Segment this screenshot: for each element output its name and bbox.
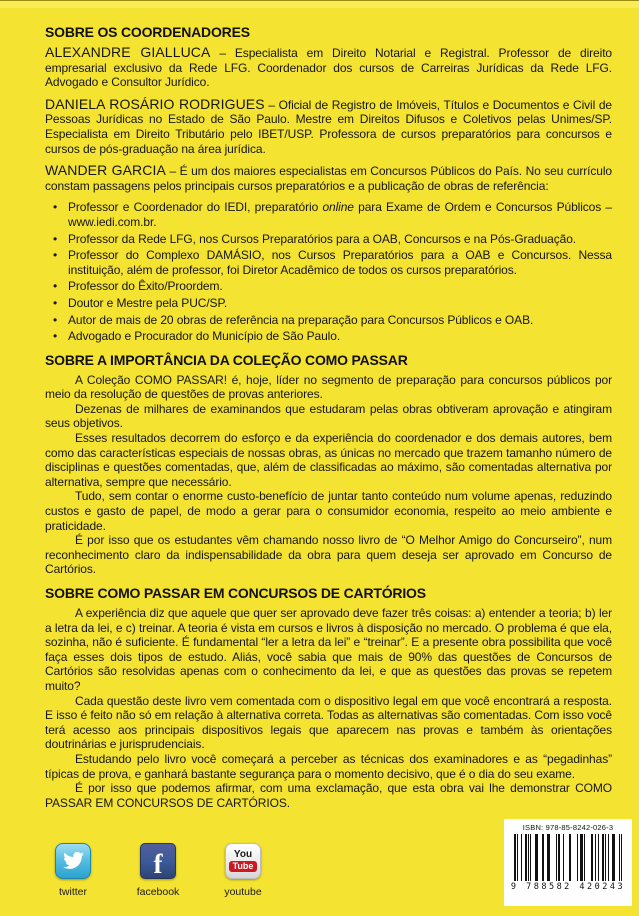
collection-paragraph: Dezenas de milhares de examinandos que estudaram pelas obras obtiveram aprovação e atingiram seus objetivos. — [45, 401, 612, 431]
social-label: facebook — [136, 886, 180, 898]
coordinator-name: ALEXANDRE GIALLUCA — [45, 44, 211, 60]
credential-item — [45, 232, 612, 247]
barcode-bars — [514, 834, 622, 881]
cover-top-edge — [0, 0, 639, 8]
coordinator-name: WANDER GARCIA — [45, 162, 166, 179]
collection-paragraph: Tudo, sem contar o enorme custo-benefício de juntar tanto conteúdo num volume apenas, reduzindo custos e gasto de papel, de modo a gerar para o consumidor economia, respeito ao meio ambiente e praticidade. — [45, 489, 612, 533]
credential-item — [45, 279, 612, 294]
heading-collection-importance: SOBRE A IMPORTÂNCIA DA COLEÇÃO COMO PASSAR — [45, 351, 408, 368]
credential-text: Advogado e Procurador do Município de São Paulo. — [68, 329, 341, 344]
bio-wander-garcia — [45, 163, 612, 193]
credential-text: Doutor e Mestre pela PUC/SP. — [68, 295, 228, 310]
credential-item — [45, 329, 612, 344]
social-media-row — [45, 843, 271, 898]
social-item-twitter — [45, 843, 101, 898]
wander-credentials-list — [45, 200, 612, 343]
youtube-you-text: You — [233, 849, 253, 860]
isbn-barcode-panel — [504, 819, 632, 906]
credential-item — [45, 248, 612, 277]
barcode-digits: 9 788582 420243 — [510, 882, 626, 892]
collection-paragraph: Esses resultados decorrem do esforço e da experiência do coordenador e dos demais autores, bem como das características especiais de nossas obras, as únicas no mercado que trazem tamanho número de disciplinas e questões comentadas, que, além de classificadas ao máximo, são comentadas alternativa por alternativa, sempre que necessário. — [45, 431, 612, 489]
youtube-tube-badge: Tube — [229, 861, 258, 872]
facebook-icon — [140, 843, 176, 879]
coordinator-bio-text: – É um dos maiores especialistas em Concursos Públicos do País. No seu currículo constam passagens pelos principais cursos preparatórios e a publicação de obras de referência: — [45, 164, 613, 193]
social-item-youtube — [215, 843, 271, 898]
bio-alexandre-gialluca — [45, 45, 612, 90]
heading-how-to-pass: SOBRE COMO PASSAR EM CONCURSOS DE CARTÓRIOS — [45, 585, 426, 601]
facebook-f-glyph: f — [153, 849, 163, 879]
collection-paragraph: A Coleção COMO PASSAR! é, hoje, líder no segmento de preparação para concursos públicos por meio da resolução de questões de provas anteriores. — [45, 372, 612, 402]
credential-item — [45, 313, 612, 328]
isbn-number: ISBN: 978-85-8242-026-3 — [522, 823, 614, 832]
credential-text: Professor e Coordenador do IEDI, preparatório — [68, 200, 323, 215]
coordinator-bio-text: – Oficial de Registro de Imóveis, Títulos e Documentos e Civil de Pessoas Jurídicas no Estado de São Paulo. Mestre em Direitos Difusos e Coletivos pelas Unimes/SP. Especialista em Direito Tributário pelo IBET/USP. Professora de cursos preparatórios para concursos e cursos de pós-graduação na área jurídica. — [45, 97, 613, 156]
bio-daniela-rosario-rodrigues — [45, 97, 612, 156]
cartorios-paragraph: Cada questão deste livro vem comentada com o dispositivo legal em que você encontrará a resposta. E isso é feito não só em relação à alternativa correta. Todas as alternativas são comentadas. Com isso você terá acesso aos principais dispositivos legais que aparecem nas provas e também às orientações doutrinárias e jurisprudenciais. — [45, 693, 612, 752]
coordinator-bio-text: – Especialista em Direito Notarial e Registral. Professor de direito empresarial exclusivo da Rede LFG. Coordenador dos cursos de Carreiras Jurídicas da Rede LFG. Advogado e Consultor Jurídico. — [45, 46, 613, 90]
social-item-facebook — [130, 843, 186, 898]
twitter-bird-glyph — [61, 851, 85, 871]
heading-coordinators: SOBRE OS COORDENADORES — [45, 24, 250, 40]
cartorios-paragraph: Estudando pelo livro você começará a perceber as técnicas dos examinadores e as “pegadinhas” típicas de prova, e ganhará bastante segurança para o momento decisivo, que é o dia do seu exame. — [45, 751, 612, 781]
social-label: twitter — [58, 886, 87, 898]
social-label: youtube — [224, 886, 262, 898]
cover-text-content — [0, 17, 639, 810]
twitter-icon — [55, 843, 91, 879]
collection-paragraph: É por isso que os estudantes vêm chamando nosso livro de “O Melhor Amigo do Concurseiro”, num reconhecimento claro da indispensabilidade da obra para quem deseja ser aprovado em Concurso de Cartórios. — [45, 533, 612, 577]
credential-item — [45, 296, 612, 311]
credential-text: Professor da Rede LFG, nos Cursos Preparatórios para a OAB, Concursos e na Pós-Graduação. — [68, 231, 577, 246]
credential-item — [45, 200, 612, 229]
credential-text: para Exame de Ordem e Concursos Públicos – www.iedi.com.br. — [68, 200, 612, 229]
credential-text: Autor de mais de 20 obras de referência na preparação para Concursos Públicos e OAB. — [68, 312, 534, 327]
coordinator-name: DANIELA ROSÁRIO RODRIGUES — [45, 95, 265, 112]
youtube-icon — [225, 843, 261, 879]
credential-text: Professor do Êxito/Proordem. — [68, 279, 223, 294]
cartorios-paragraph: É por isso que podemos afirmar, com uma exclamação, que esta obra vai lhe demonstrar COMO PASSAR EM CONCURSOS DE CARTÓRIOS. — [45, 781, 612, 810]
credential-text-italic: online — [322, 200, 354, 215]
cartorios-paragraph: A experiência diz que aquele que quer ser aprovado deve fazer três coisas: a) entender a teoria; b) ler a letra da lei, e c) treinar. A teoria é vista em cursos e livros à disposição no mercado. O problema é que ela, sozinha, não é suficiente. É fundamental “ler a letra da lei” e “treinar”. E a presente obra possibilita que você faça esses dois tipos de estudo. Aliás, você sabia que mais de 90% das questões de Concursos de Cartórios são resolvidas apenas com o conhecimento da lei, e que as questões das provas se repetem muito? — [45, 606, 612, 693]
credential-text: Professor do Complexo DAMÁSIO, nos Cursos Preparatórios para a OAB e Concursos. Nessa instituição, além de professor, foi Diretor Acadêmico de todos os cursos preparatórios. — [68, 248, 612, 277]
